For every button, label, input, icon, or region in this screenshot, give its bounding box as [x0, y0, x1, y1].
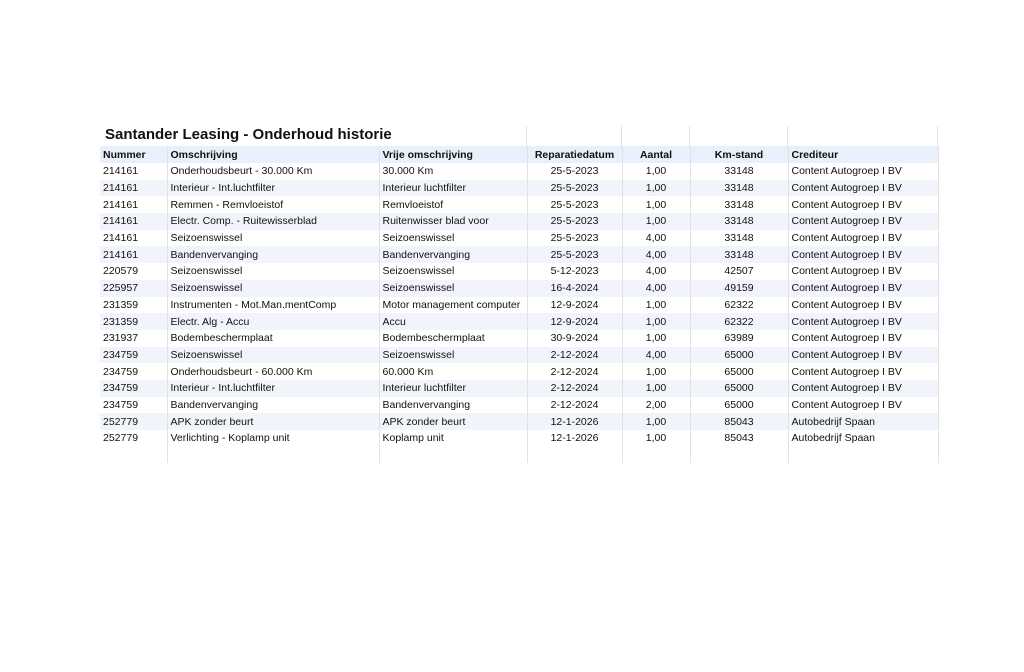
cell-aantal: 1,00 — [622, 380, 690, 397]
cell-crediteur: Content Autogroep I BV — [788, 180, 938, 197]
cell-reparatiedatum: 5-12-2023 — [527, 263, 622, 280]
cell-crediteur: Content Autogroep I BV — [788, 347, 938, 364]
cell-km-stand: 33148 — [690, 213, 788, 230]
empty-cell — [527, 447, 622, 464]
cell-km-stand: 63989 — [690, 330, 788, 347]
cell-omschrijving: Seizoenswissel — [167, 347, 379, 364]
cell-nummer: 214161 — [100, 196, 167, 213]
cell-nummer: 220579 — [100, 263, 167, 280]
cell-vrije-omschrijving: Koplamp unit — [379, 430, 527, 447]
cell-aantal: 1,00 — [622, 313, 690, 330]
cell-crediteur: Content Autogroep I BV — [788, 246, 938, 263]
cell-crediteur: Content Autogroep I BV — [788, 230, 938, 247]
cell-reparatiedatum: 30-9-2024 — [527, 330, 622, 347]
table-row — [100, 413, 938, 430]
empty-cell — [167, 447, 379, 464]
table-row — [100, 213, 938, 230]
cell-crediteur: Content Autogroep I BV — [788, 330, 938, 347]
cell-reparatiedatum: 25-5-2023 — [527, 213, 622, 230]
cell-km-stand: 33148 — [690, 196, 788, 213]
table-body — [100, 163, 938, 463]
gridline — [689, 126, 690, 146]
cell-omschrijving: Electr. Alg - Accu — [167, 313, 379, 330]
page-title: Santander Leasing - Onderhoud historie — [105, 126, 392, 143]
cell-nummer: 214161 — [100, 213, 167, 230]
cell-aantal: 4,00 — [622, 230, 690, 247]
empty-cell — [788, 447, 938, 464]
cell-km-stand: 42507 — [690, 263, 788, 280]
spreadsheet — [100, 126, 938, 463]
cell-km-stand: 65000 — [690, 347, 788, 364]
cell-reparatiedatum: 25-5-2023 — [527, 196, 622, 213]
cell-omschrijving: Seizoenswissel — [167, 280, 379, 297]
cell-nummer: 234759 — [100, 347, 167, 364]
cell-nummer: 234759 — [100, 363, 167, 380]
cell-omschrijving: Bandenvervanging — [167, 397, 379, 414]
cell-reparatiedatum: 2-12-2024 — [527, 347, 622, 364]
cell-aantal: 4,00 — [622, 263, 690, 280]
cell-km-stand: 62322 — [690, 297, 788, 314]
empty-cell — [690, 447, 788, 464]
cell-aantal: 1,00 — [622, 363, 690, 380]
cell-omschrijving: Seizoenswissel — [167, 263, 379, 280]
cell-km-stand: 62322 — [690, 313, 788, 330]
table-row — [100, 363, 938, 380]
gridline — [937, 126, 938, 146]
cell-km-stand: 33148 — [690, 230, 788, 247]
cell-omschrijving: APK zonder beurt — [167, 413, 379, 430]
cell-km-stand: 65000 — [690, 363, 788, 380]
cell-omschrijving: Onderhoudsbeurt - 60.000 Km — [167, 363, 379, 380]
header-nummer: Nummer — [100, 146, 167, 163]
cell-vrije-omschrijving: 30.000 Km — [379, 163, 527, 180]
cell-crediteur: Content Autogroep I BV — [788, 363, 938, 380]
cell-km-stand: 33148 — [690, 180, 788, 197]
cell-reparatiedatum: 16-4-2024 — [527, 280, 622, 297]
cell-vrije-omschrijving: Seizoenswissel — [379, 230, 527, 247]
cell-vrije-omschrijving: 60.000 Km — [379, 363, 527, 380]
cell-reparatiedatum: 25-5-2023 — [527, 180, 622, 197]
cell-crediteur: Content Autogroep I BV — [788, 213, 938, 230]
cell-km-stand: 85043 — [690, 413, 788, 430]
cell-crediteur: Content Autogroep I BV — [788, 297, 938, 314]
table-row — [100, 163, 938, 180]
cell-reparatiedatum: 12-9-2024 — [527, 313, 622, 330]
cell-vrije-omschrijving: Motor management computer — [379, 297, 527, 314]
cell-vrije-omschrijving: Bandenvervanging — [379, 397, 527, 414]
cell-reparatiedatum: 12-1-2026 — [527, 413, 622, 430]
cell-reparatiedatum: 12-1-2026 — [527, 430, 622, 447]
cell-km-stand: 65000 — [690, 380, 788, 397]
table-row — [100, 297, 938, 314]
cell-vrije-omschrijving: Interieur luchtfilter — [379, 180, 527, 197]
cell-aantal: 4,00 — [622, 246, 690, 263]
cell-reparatiedatum: 2-12-2024 — [527, 397, 622, 414]
header-vrije-omschrijving: Vrije omschrijving — [379, 146, 527, 163]
cell-omschrijving: Verlichting - Koplamp unit — [167, 430, 379, 447]
cell-vrije-omschrijving: Seizoenswissel — [379, 347, 527, 364]
cell-vrije-omschrijving: Bandenvervanging — [379, 246, 527, 263]
cell-omschrijving: Interieur - Int.luchtfilter — [167, 380, 379, 397]
table-row — [100, 230, 938, 247]
gridline — [787, 126, 788, 146]
cell-omschrijving: Seizoenswissel — [167, 230, 379, 247]
cell-nummer: 214161 — [100, 163, 167, 180]
table-row — [100, 380, 938, 397]
cell-reparatiedatum: 25-5-2023 — [527, 163, 622, 180]
cell-vrije-omschrijving: Seizoenswissel — [379, 263, 527, 280]
cell-km-stand: 85043 — [690, 430, 788, 447]
cell-nummer: 234759 — [100, 397, 167, 414]
cell-vrije-omschrijving: Seizoenswissel — [379, 280, 527, 297]
cell-crediteur: Content Autogroep I BV — [788, 313, 938, 330]
cell-km-stand: 65000 — [690, 397, 788, 414]
table-row — [100, 347, 938, 364]
cell-nummer: 214161 — [100, 230, 167, 247]
cell-reparatiedatum: 2-12-2024 — [527, 380, 622, 397]
table-row — [100, 397, 938, 414]
cell-crediteur: Content Autogroep I BV — [788, 380, 938, 397]
cell-aantal: 1,00 — [622, 413, 690, 430]
table-row — [100, 430, 938, 447]
cell-reparatiedatum: 2-12-2024 — [527, 363, 622, 380]
cell-aantal: 1,00 — [622, 196, 690, 213]
cell-crediteur: Content Autogroep I BV — [788, 163, 938, 180]
cell-aantal: 1,00 — [622, 330, 690, 347]
cell-crediteur: Autobedrijf Spaan — [788, 430, 938, 447]
cell-crediteur: Content Autogroep I BV — [788, 263, 938, 280]
cell-crediteur: Autobedrijf Spaan — [788, 413, 938, 430]
cell-aantal: 4,00 — [622, 347, 690, 364]
header-aantal: Aantal — [622, 146, 690, 163]
cell-reparatiedatum: 25-5-2023 — [527, 246, 622, 263]
cell-aantal: 2,00 — [622, 397, 690, 414]
cell-aantal: 1,00 — [622, 297, 690, 314]
cell-aantal: 1,00 — [622, 213, 690, 230]
cell-km-stand: 33148 — [690, 246, 788, 263]
cell-aantal: 4,00 — [622, 280, 690, 297]
cell-vrije-omschrijving: Accu — [379, 313, 527, 330]
cell-nummer: 214161 — [100, 180, 167, 197]
cell-nummer: 231359 — [100, 313, 167, 330]
cell-nummer: 252779 — [100, 430, 167, 447]
cell-nummer: 234759 — [100, 380, 167, 397]
cell-nummer: 214161 — [100, 246, 167, 263]
cell-vrije-omschrijving: Remvloeistof — [379, 196, 527, 213]
cell-aantal: 1,00 — [622, 430, 690, 447]
table-row — [100, 330, 938, 347]
cell-km-stand: 49159 — [690, 280, 788, 297]
cell-omschrijving: Electr. Comp. - Ruitewisserblad — [167, 213, 379, 230]
cell-omschrijving: Instrumenten - Mot.Man.mentComp — [167, 297, 379, 314]
header-reparatiedatum: Reparatiedatum — [527, 146, 622, 163]
table-row — [100, 196, 938, 213]
cell-nummer: 252779 — [100, 413, 167, 430]
cell-crediteur: Content Autogroep I BV — [788, 280, 938, 297]
table-row — [100, 246, 938, 263]
cell-crediteur: Content Autogroep I BV — [788, 397, 938, 414]
cell-omschrijving: Remmen - Remvloeistof — [167, 196, 379, 213]
cell-crediteur: Content Autogroep I BV — [788, 196, 938, 213]
table-header-row — [100, 146, 938, 163]
cell-omschrijving: Bodembeschermplaat — [167, 330, 379, 347]
table-row — [100, 280, 938, 297]
cell-nummer: 225957 — [100, 280, 167, 297]
cell-vrije-omschrijving: APK zonder beurt — [379, 413, 527, 430]
cell-reparatiedatum: 25-5-2023 — [527, 230, 622, 247]
cell-aantal: 1,00 — [622, 180, 690, 197]
empty-row — [100, 447, 938, 464]
cell-vrije-omschrijving: Ruitenwisser blad voor — [379, 213, 527, 230]
table-row — [100, 263, 938, 280]
cell-vrije-omschrijving: Bodembeschermplaat — [379, 330, 527, 347]
maintenance-table — [100, 146, 939, 463]
cell-reparatiedatum: 12-9-2024 — [527, 297, 622, 314]
cell-nummer: 231937 — [100, 330, 167, 347]
empty-cell — [100, 447, 167, 464]
gridline — [526, 126, 527, 146]
cell-aantal: 1,00 — [622, 163, 690, 180]
cell-omschrijving: Onderhoudsbeurt - 30.000 Km — [167, 163, 379, 180]
cell-km-stand: 33148 — [690, 163, 788, 180]
table-row — [100, 180, 938, 197]
header-km-stand: Km-stand — [690, 146, 788, 163]
cell-nummer: 231359 — [100, 297, 167, 314]
empty-cell — [379, 447, 527, 464]
cell-vrije-omschrijving: Interieur luchtfilter — [379, 380, 527, 397]
empty-cell — [622, 447, 690, 464]
table-row — [100, 313, 938, 330]
header-crediteur: Crediteur — [788, 146, 938, 163]
cell-omschrijving: Bandenvervanging — [167, 246, 379, 263]
title-row — [100, 126, 938, 146]
header-omschrijving: Omschrijving — [167, 146, 379, 163]
gridline — [621, 126, 622, 146]
cell-omschrijving: Interieur - Int.luchtfilter — [167, 180, 379, 197]
